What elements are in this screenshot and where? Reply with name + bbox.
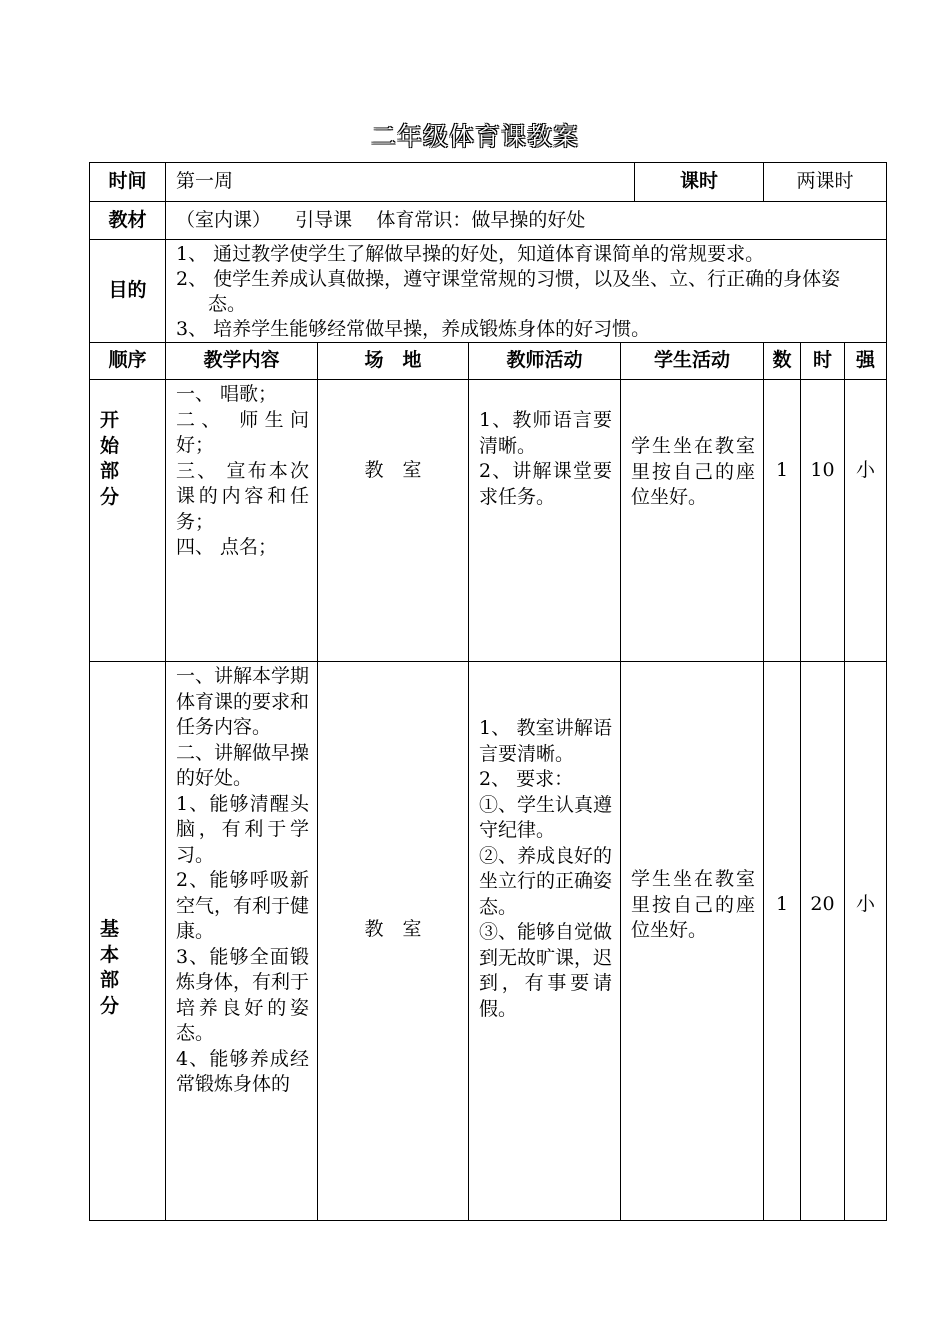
col-content: 教学内容 <box>166 343 318 380</box>
section-intensity: 小 <box>845 380 887 662</box>
period-value: 两课时 <box>764 163 887 202</box>
section-row-basic <box>90 662 887 1221</box>
col-intensity: 强 <box>845 343 887 380</box>
lesson-plan-table <box>89 162 887 1221</box>
page-title: 二年级体育课教案 <box>370 122 579 151</box>
objective-label: 目的 <box>90 240 166 343</box>
col-venue: 场 地 <box>318 343 469 380</box>
objective-item: 2、 使学生养成认真做操，遵守课堂常规的习惯，以及坐、立、行正确的身体姿态。 <box>176 268 841 315</box>
period-label: 课时 <box>635 163 764 202</box>
section-student: 学生坐在教室里按自己的座位坐好。 <box>621 662 764 1221</box>
section-teacher: 1、教师语言要清晰。 2、讲解课堂要求任务。 <box>469 380 621 662</box>
section-venue: 教 室 <box>318 380 469 662</box>
col-count: 数 <box>764 343 801 380</box>
objective-list <box>166 240 887 343</box>
section-content: 一、 唱歌； 二、 师生问好； 三、 宣布本次课的内容和任务； 四、 点名； <box>166 380 318 662</box>
col-teacher: 教师活动 <box>469 343 621 380</box>
section-student: 学生坐在教室里按自己的座位坐好。 <box>621 380 764 662</box>
section-venue: 教 室 <box>318 662 469 1221</box>
time-label: 时间 <box>90 163 166 202</box>
section-row-start <box>90 380 887 662</box>
col-time: 时 <box>801 343 845 380</box>
material-value: （室内课） 引导课 体育常识：做早操的好处 <box>166 202 887 240</box>
objective-item: 1、 通过教学使学生了解做早操的好处，知道体育课简单的常规要求。 <box>176 243 765 265</box>
col-order: 顺序 <box>90 343 166 380</box>
section-teacher: 1、 教室讲解语言要清晰。 2、 要求： ①、学生认真遵守纪律。 ②、养成良好的坐立行的正确姿态。 ③、能够自觉做到无故旷课，迟到，有事要请假。 <box>469 662 621 1221</box>
objective-item: 3、 培养学生能够经常做早操，养成锻炼身体的好习惯。 <box>176 318 651 340</box>
time-value: 第一周 <box>166 163 635 202</box>
section-content: 一、讲解本学期体育课的要求和任务内容。 二、讲解做早操的好处。 1、能够清醒头脑，有利于学习。 2、能够呼吸新空气，有利于健康。 3、能够全面锻炼身体，有利于培养良好的姿态。 4、能够养成经常锻炼身体的 <box>166 662 318 1221</box>
section-order: 开 始 部 分 <box>90 380 166 662</box>
section-intensity: 小 <box>845 662 887 1221</box>
material-label: 教材 <box>90 202 166 240</box>
section-time: 10 <box>801 380 845 662</box>
section-order: 基 本 部 分 <box>90 662 166 1221</box>
section-count: 1 <box>764 380 801 662</box>
objective-row <box>90 240 887 343</box>
material-row <box>90 202 887 240</box>
section-time: 20 <box>801 662 845 1221</box>
col-student: 学生活动 <box>621 343 764 380</box>
column-header-row <box>90 343 887 380</box>
time-row <box>90 163 887 202</box>
section-count: 1 <box>764 662 801 1221</box>
